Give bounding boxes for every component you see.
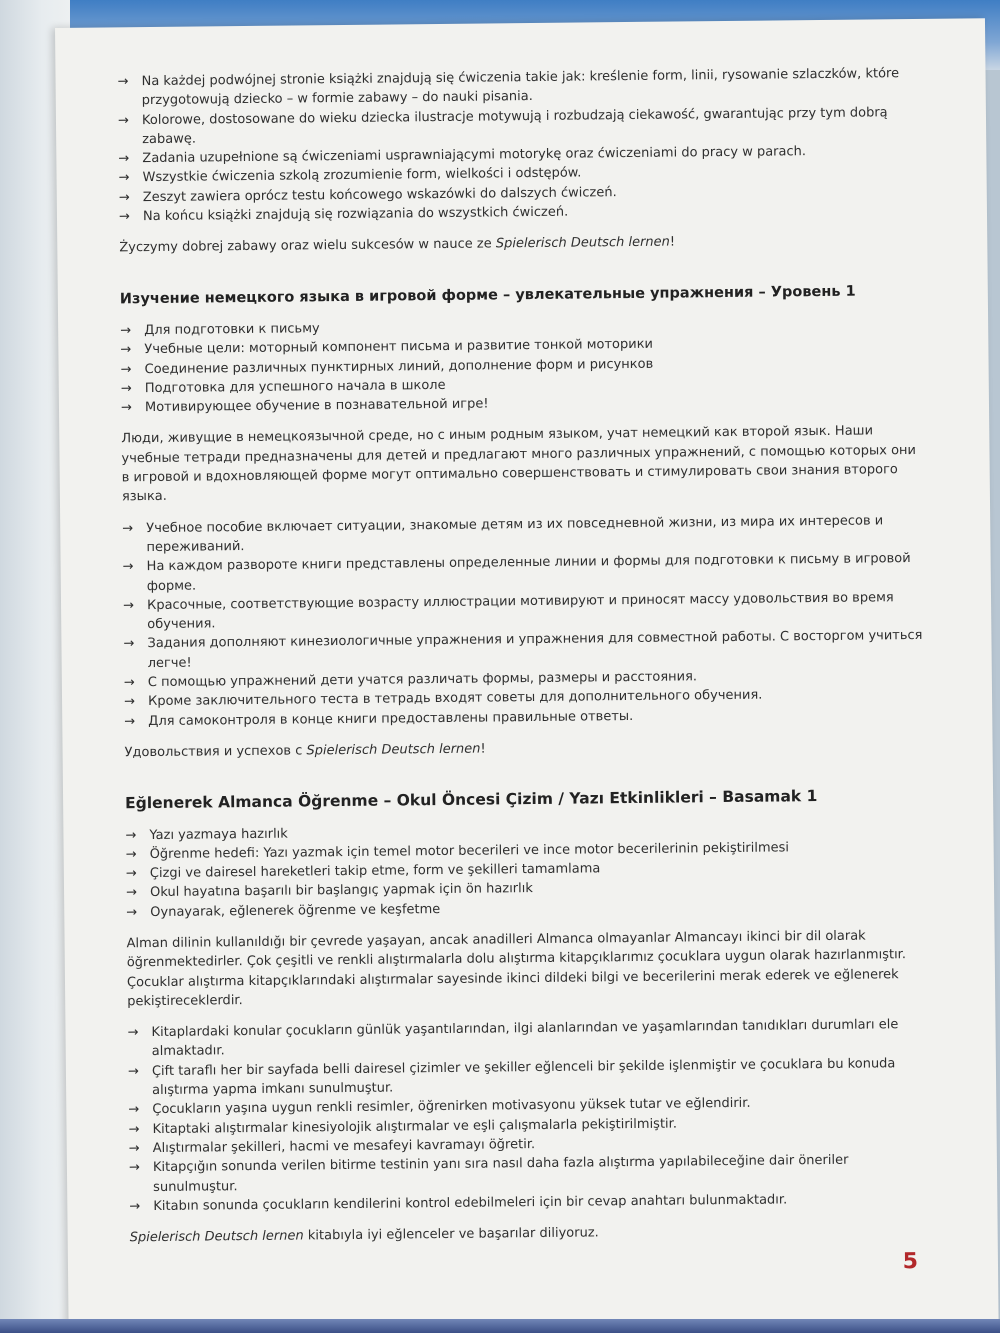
list-item: → Alıştırmalar şekilleri, hacmi ve mesafeyi kavramayı öğretir. [129, 1131, 929, 1159]
list-item: → Для самоконтроля в конце книги предоставлены правильные ответы. [124, 704, 924, 732]
list-item: → Kolorowe, dostosowane do wieku dziecka ilustracje motywują i rozbudzają ciekawość, gwarantując przy tym dobrą zabawę. [117, 104, 888, 147]
list-item: → Wszystkie ćwiczenia szkolą zrozumienie form, wielkości i odstępów. [118, 160, 918, 188]
list-item: → Учебное пособие включает ситуации, знакомые детям из их повседневной жизни, из мира их интересов и переживаний. [122, 512, 884, 556]
arrow-icon: → [127, 1025, 139, 1041]
arrow-icon: → [123, 694, 136, 710]
russian-closing: Удовольствия и успехов с Spielerisch Deutsch lernen! [124, 741, 486, 761]
list-item: → Kitaptaki alıştırmalar kinesiyolojik alıştırmalar ve eşli çalışmalarla pekiştirilmiştir. [128, 1112, 928, 1140]
polish-feature-list [117, 64, 919, 227]
arrow-icon: → [120, 323, 132, 339]
list-item: → Kitabın sonunda çocukların kendilerini kontrol edebilmeleri için bir cevap anahtarı bulunmaktadır. [129, 1189, 929, 1217]
list-item: → Çocukların yaşına uygun renkli resimler, öğrenirken motivasyonu yüksek tutar ve eğlendirir. [128, 1092, 928, 1120]
arrow-icon: → [122, 520, 134, 536]
turkish-closing: Spielerisch Deutsch lernen kitabıyla iyi eğlenceler ve başarılar diliyoruz. [129, 1225, 599, 1246]
arrow-icon: → [128, 1141, 140, 1157]
list-item: → Zeszyt zawiera oprócz testu końcowego wskazówki do dalszych ćwiczeń. [119, 180, 919, 208]
arrow-icon: → [122, 559, 134, 575]
book-cover-bottom [0, 1319, 1000, 1333]
arrow-icon: → [118, 190, 130, 206]
list-item: → Çift taraflı her bir sayfada belli dairesel çizimler ve şekiller eğlenceli bir şekilde işlenmiştir ve çocuklara bu konuda alıştırma yapma imkanı sunulmuştur. [127, 1056, 896, 1099]
turkish-goal-list [125, 817, 926, 922]
list-item: → Zadania uzupełnione są ćwiczeniami usprawniającymi motorykę oraz ćwiczeniami do pracy w parach. [118, 141, 918, 169]
arrow-icon: → [129, 1199, 141, 1215]
list-item: → Задания дополняют кинезиологичные упражнения и упражнения для совместной работы. С восторгом учиться легче! [123, 628, 923, 671]
turkish-heading: Eğlenerek Almanca Öğrenme – Okul Öncesi Çizim / Yazı Etkinlikleri – Basamak 1 [125, 787, 818, 813]
arrow-icon: → [118, 209, 130, 225]
turkish-feature-list [127, 1015, 929, 1216]
arrow-icon: → [118, 151, 130, 167]
book-page [55, 18, 999, 1333]
arrow-icon: → [117, 112, 129, 128]
russian-intro-paragraph: Люди, живущие в немецкоязычной среде, но с иным родным языком, учат немецкий как второй язык. Наши учебные тетради предназначены для детей и предлагают много различных упражнений, с помощью которых они в игровой и вдохновляющей форме могут оптимально совершенствовать и стимулировать свои знания второго языка. [121, 423, 917, 505]
list-item: → Для подготовки к письму [120, 313, 920, 341]
arrow-icon: → [125, 866, 137, 882]
polish-closing: Życzymy dobrej zabawy oraz wielu sukcesów w nauce ze Spielerisch Deutsch lernen! [119, 234, 676, 256]
arrow-icon: → [128, 1102, 140, 1118]
arrow-icon: → [118, 170, 130, 186]
arrow-icon: → [125, 885, 138, 901]
list-item: → Oynayarak, eğlenerek öğrenme ve keşfetme [126, 895, 926, 923]
list-item: → Учебные цели: моторный компонент письма и развитие тонкой моторики [120, 332, 920, 360]
list-item: → Yazı yazmaya hazırlık [125, 817, 925, 845]
page-number: 5 [902, 1249, 919, 1275]
list-item: → Kitapçığın sonunda verilen bitirme testinin yanı sıra nasıl daha fazla alıştırma yapılabileceğine dair öneriler sunulmuştur. [128, 1153, 849, 1195]
arrow-icon: → [125, 846, 137, 863]
list-item: → С помощью упражнений дети учатся различать формы, размеры и расстояния. [124, 665, 924, 693]
list-item: → Красочные, соответствующие возрасту иллюстрации мотивируют и приносят массу удовольствия во время обучения. [122, 590, 894, 633]
list-item: → На каждом развороте книги представлены определенные линии и формы для подготовки к письму в игровой форме. [122, 551, 911, 594]
list-item: → Kitaplardaki konular çocukların günlük yaşantılarından, ilgi alanlarından ve yaşamlarından tanıdıkları durumları ele almaktadır. [127, 1017, 899, 1060]
list-item: → Кроме заключительного теста в тетрадь входят советы для дополнительного обучения. [124, 684, 924, 712]
arrow-icon: → [117, 74, 129, 90]
arrow-icon: → [122, 598, 135, 614]
arrow-icon: → [123, 675, 135, 691]
arrow-icon: → [128, 1160, 140, 1176]
arrow-icon: → [120, 342, 132, 358]
list-item: → Çizgi ve dairesel hareketleri takip etme, form ve şekilleri tamamlama [126, 856, 926, 884]
arrow-icon: → [128, 1121, 140, 1137]
arrow-icon: → [127, 1063, 139, 1080]
russian-feature-list [122, 511, 924, 732]
russian-heading: Изучение немецкого языка в игровой форме – увлекательные упражнения – Уровень 1 [119, 283, 856, 308]
arrow-icon: → [120, 400, 132, 416]
arrow-icon: → [126, 904, 138, 920]
turkish-intro-paragraph: Alman dilinin kullanıldığı bir çevrede yaşayan, ancak anadilleri Almanca olmayanlar Almancayı ikinci bir dil olarak öğrenmektedirler. Çok çeşitli ve renkli alıştırmalarla dolu alıştırma kitapçıklarımız çocuklara uygun olarak hazırlanmıştır. Çocuklar alıştırma kitapçıklarındaki alıştırmalar sayesinde ikinci dildeki bilgi ve becerilerini merak ederek ve eğlenerek pekiştireceklerdir. [126, 928, 907, 1010]
list-item: → Соединение различных пунктирных линий, дополнение форм и рисунков [120, 352, 920, 380]
list-item: → Öğrenme hedefi: Yazı yazmak için temel motor becerileri ve ince motor becerilerinin pekiştirilmesi [126, 837, 926, 865]
arrow-icon: → [123, 636, 135, 652]
list-item: → Na każdej podwójnej stronie książki znajdują się ćwiczenia takie jak: kreślenie form, linii, rysowanie szlaczków, które przygotowują dziecko – w formie zabawy – do nauki pisania. [117, 66, 900, 109]
list-item: → Na końcu książki znajdują się rozwiązania do wszystkich ćwiczeń. [119, 199, 919, 227]
arrow-icon: → [125, 827, 137, 843]
russian-goal-list [120, 313, 921, 418]
arrow-icon: → [120, 381, 132, 397]
page-content [117, 64, 929, 1248]
list-item: → Мотивирующее обучение в познавательной игре! [121, 390, 921, 418]
arrow-icon: → [120, 361, 132, 377]
list-item: → Подготовка для успешного начала в школе [121, 371, 921, 399]
list-item: → Okul hayatına başarılı bir başlangıç yapmak için ön hazırlık [126, 875, 926, 903]
arrow-icon: → [124, 713, 136, 729]
